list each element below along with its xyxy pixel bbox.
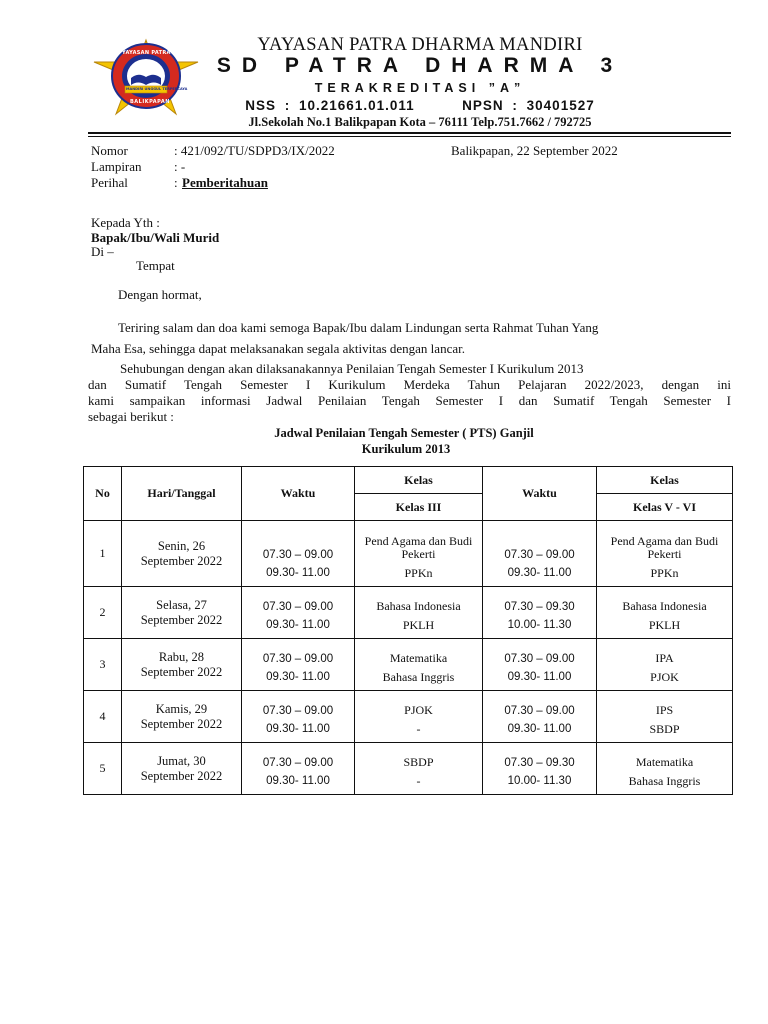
time-slot-kelas-3: 09.30- 11.00 xyxy=(242,665,355,691)
row-number: 1 xyxy=(84,521,122,587)
paragraph-2-line-4: sebagai berikut : xyxy=(88,409,174,424)
row-day: Rabu, 28 xyxy=(158,649,205,664)
row-day-date xyxy=(122,587,242,639)
subject-kelas-5-6: PKLH xyxy=(597,613,733,639)
subject-kelas-3: Bahasa Indonesia xyxy=(355,587,483,613)
row-date: September 2022 xyxy=(140,553,223,568)
row-day: Jumat, 30 xyxy=(157,753,206,768)
header-time-1: Waktu xyxy=(242,467,355,521)
perihal-value: Pemberitahuan xyxy=(182,175,268,190)
row-number: 2 xyxy=(84,587,122,639)
row-number: 3 xyxy=(84,639,122,691)
subject-kelas-5-6: PJOK xyxy=(597,665,733,691)
lampiran-label: Lampiran xyxy=(91,159,142,174)
table-row xyxy=(84,639,733,665)
time-slot-kelas-3: 09.30- 11.00 xyxy=(242,613,355,639)
time-slot-kelas-3: 07.30 – 09.00 xyxy=(242,521,355,561)
foundation-name: YAYASAN PATRA DHARMA MANDIRI xyxy=(257,35,583,55)
subject-kelas-5-6: Bahasa Inggris xyxy=(597,769,733,795)
kepada-label: Kepada Yth : xyxy=(91,215,160,230)
npsn-number: NPSN : 30401527 xyxy=(462,98,595,113)
place-date: Balikpapan, 22 September 2022 xyxy=(451,143,618,158)
row-day-date xyxy=(122,639,242,691)
schedule-table xyxy=(83,466,733,795)
header-kelas-2: Kelas xyxy=(597,467,733,494)
school-name: SD PATRA DHARMA 3 xyxy=(216,54,624,77)
subject-kelas-5-6: IPS xyxy=(597,691,733,717)
nomor-label: Nomor xyxy=(91,143,128,158)
table-row xyxy=(84,691,733,717)
subject-kelas-5-6: Pend Agama dan Budi Pekerti xyxy=(597,521,733,561)
letterhead-divider-thin xyxy=(88,136,731,137)
lampiran-value: : - xyxy=(174,159,186,174)
row-number: 5 xyxy=(84,743,122,795)
paragraph-2-line-3: kami sampaikan informasi Jadwal Penilaian Tengah Semester I dan Sumatif Tengah Semester I xyxy=(88,393,731,408)
tempat-label: Tempat xyxy=(136,258,175,273)
row-date: September 2022 xyxy=(140,768,223,783)
row-date: September 2022 xyxy=(140,664,223,679)
time-slot-kelas-5-6: 09.30- 11.00 xyxy=(483,717,597,743)
time-slot-kelas-3: 09.30- 11.00 xyxy=(242,561,355,587)
subject-kelas-3: Matematika xyxy=(355,639,483,665)
time-slot-kelas-5-6: 07.30 – 09.00 xyxy=(483,691,597,717)
nss-number: NSS : 10.21661.01.011 xyxy=(245,98,415,113)
schedule-title: Jadwal Penilaian Tengah Semester ( PTS) Ganjil xyxy=(274,426,534,440)
paragraph-1-line-1: Teriring salam dan doa kami semoga Bapak/Ibu dalam Lindungan serta Rahmat Tuhan Yang xyxy=(118,320,599,335)
time-slot-kelas-3: 07.30 – 09.00 xyxy=(242,691,355,717)
time-slot-kelas-5-6: 07.30 – 09.30 xyxy=(483,743,597,769)
time-slot-kelas-5-6: 10.00- 11.30 xyxy=(483,613,597,639)
row-day: Senin, 26 xyxy=(157,538,206,553)
registration-numbers xyxy=(130,98,710,113)
subject-kelas-3: PJOK xyxy=(355,691,483,717)
header-kelas-1-sub: Kelas III xyxy=(355,494,483,521)
time-slot-kelas-3: 07.30 – 09.00 xyxy=(242,639,355,665)
time-slot-kelas-3: 09.30- 11.00 xyxy=(242,769,355,795)
subject-kelas-3: SBDP xyxy=(355,743,483,769)
di-label: Di – xyxy=(91,244,114,259)
subject-kelas-5-6: Matematika xyxy=(597,743,733,769)
row-day: Selasa, 27 xyxy=(156,597,207,612)
header-time-2: Waktu xyxy=(483,467,597,521)
row-day-date xyxy=(122,521,242,587)
time-slot-kelas-5-6: 07.30 – 09.30 xyxy=(483,587,597,613)
time-slot-kelas-3: 07.30 – 09.00 xyxy=(242,587,355,613)
schedule-subtitle: Kurikulum 2013 xyxy=(361,442,451,456)
table-row xyxy=(84,743,733,769)
logo-text-bottom: BALIKPAPAN xyxy=(130,99,170,105)
header-day: Hari/Tanggal xyxy=(122,467,242,521)
subject-kelas-5-6: SBDP xyxy=(597,717,733,743)
subject-kelas-5-6: Bahasa Indonesia xyxy=(597,587,733,613)
perihal-colon: : xyxy=(174,175,178,190)
subject-kelas-5-6: IPA xyxy=(597,639,733,665)
subject-kelas-3: Bahasa Inggris xyxy=(355,665,483,691)
time-slot-kelas-5-6: 07.30 – 09.00 xyxy=(483,639,597,665)
header-kelas-1: Kelas xyxy=(355,467,483,494)
perihal-label: Perihal xyxy=(91,175,128,190)
letterhead-divider xyxy=(88,132,731,134)
row-day: Kamis, 29 xyxy=(155,701,208,716)
row-date: September 2022 xyxy=(140,612,223,627)
nomor-value: : 421/092/TU/SDPD3/IX/2022 xyxy=(174,143,335,158)
subject-kelas-3: PKLH xyxy=(355,613,483,639)
table-row xyxy=(84,587,733,613)
paragraph-2-line-2: dan Sumatif Tengah Semester I Kurikulum Merdeka Tahun Pelajaran 2022/2023, dengan ini xyxy=(88,377,731,392)
subject-kelas-3: - xyxy=(355,717,483,743)
school-address: Jl.Sekolah No.1 Balikpapan Kota – 76111 Telp.751.7662 / 792725 xyxy=(248,115,592,129)
header-no: No xyxy=(84,467,122,521)
logo-ribbon-text: MANDIRI UNGGUL TERPERCAYA xyxy=(126,87,188,91)
row-number: 4 xyxy=(84,691,122,743)
header-kelas-2-sub: Kelas V - VI xyxy=(597,494,733,521)
time-slot-kelas-5-6: 09.30- 11.00 xyxy=(483,561,597,587)
time-slot-kelas-5-6: 07.30 – 09.00 xyxy=(483,521,597,561)
paragraph-2-line-1: Sehubungan dengan akan dilaksanakannya Penilaian Tengah Semester I Kurikulum 2013 xyxy=(120,361,584,376)
time-slot-kelas-5-6: 10.00- 11.30 xyxy=(483,769,597,795)
row-day-date xyxy=(122,691,242,743)
paragraph-1-line-2: Maha Esa, sehingga dapat melaksanakan segala aktivitas dengan lancar. xyxy=(91,341,465,356)
accreditation: TERAKREDITASI ”A” xyxy=(314,81,526,95)
row-date: September 2022 xyxy=(140,716,223,731)
subject-kelas-3: Pend Agama dan Budi Pekerti xyxy=(355,521,483,561)
time-slot-kelas-3: 07.30 – 09.00 xyxy=(242,743,355,769)
subject-kelas-3: - xyxy=(355,769,483,795)
time-slot-kelas-3: 09.30- 11.00 xyxy=(242,717,355,743)
logo-text-top: YAYASAN PATRA DHARMA MANDIRI xyxy=(122,50,229,56)
subject-kelas-3: PPKn xyxy=(355,561,483,587)
greeting: Dengan hormat, xyxy=(118,287,202,302)
subject-kelas-5-6: PPKn xyxy=(597,561,733,587)
table-row xyxy=(84,521,733,561)
row-day-date xyxy=(122,743,242,795)
time-slot-kelas-5-6: 09.30- 11.00 xyxy=(483,665,597,691)
recipient-name: Bapak/Ibu/Wali Murid xyxy=(91,230,220,245)
